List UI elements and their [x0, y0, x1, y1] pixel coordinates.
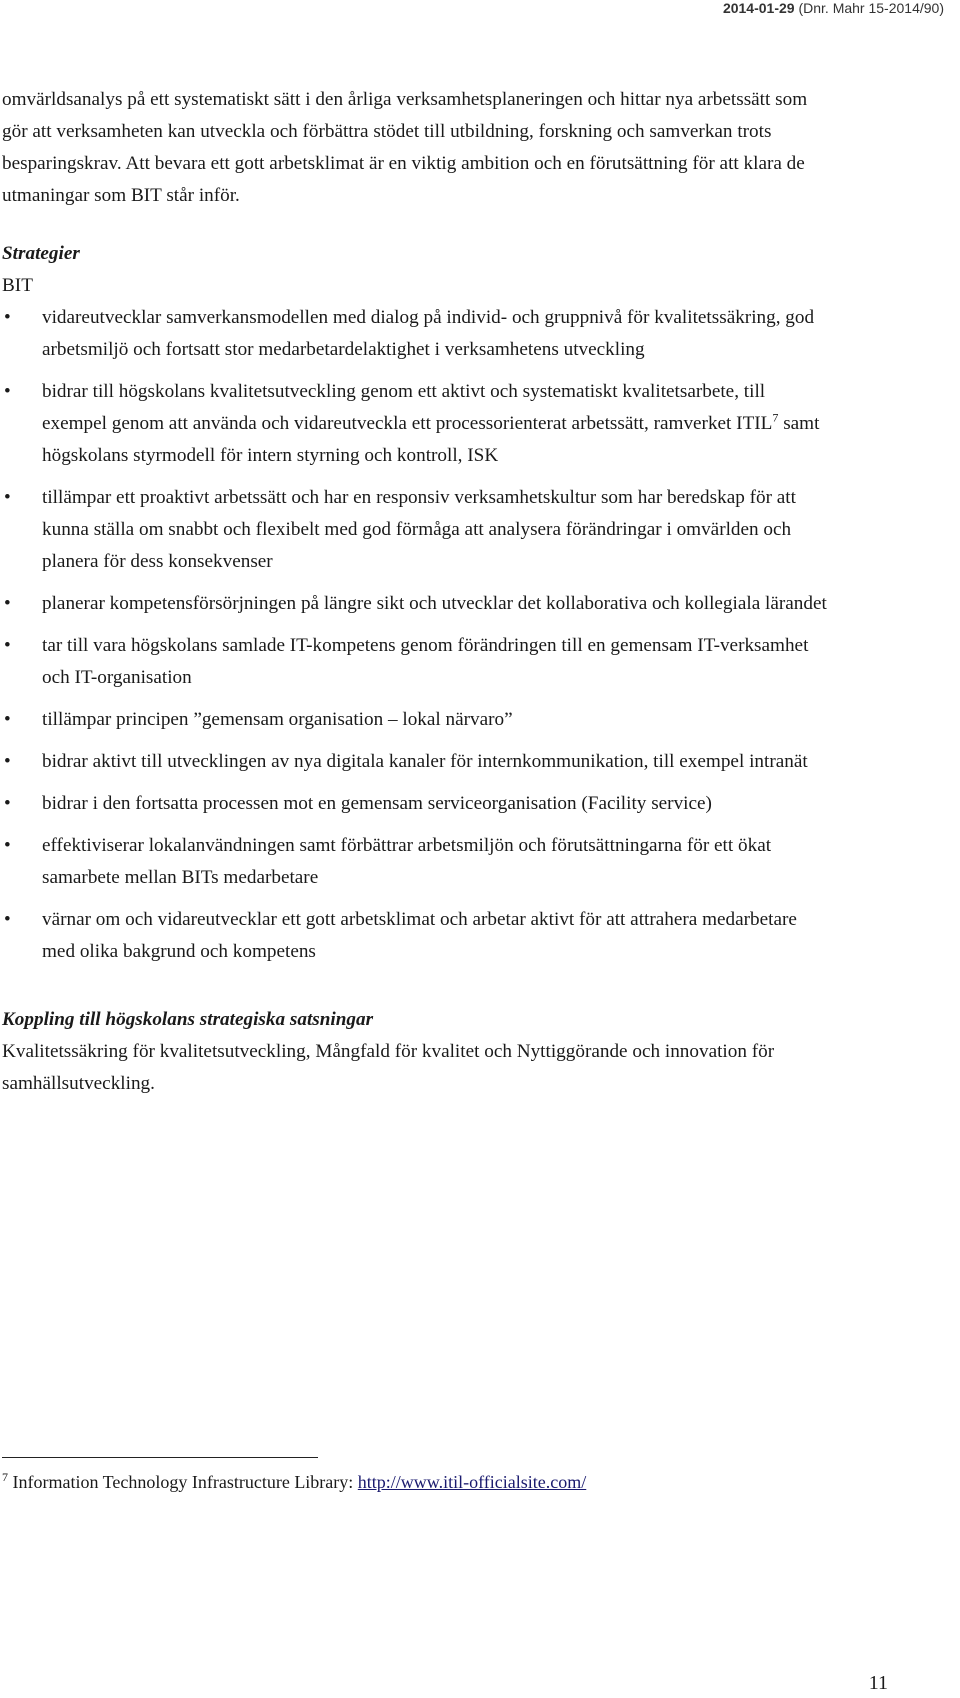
list-item-text: tillämpar ett proaktivt arbetssätt och har en responsiv verksamhetskultur som har beredskap för att kunna ställa om snabbt och flexibelt med god förmåga att analysera förändringar i omvärlden och planera för dess konsekvenser: [42, 487, 796, 572]
strategies-list: [2, 302, 832, 968]
list-item-text: bidrar till högskolans kvalitetsutveckling genom ett aktivt och systematiskt kvalitetsarbete, till exempel genom att använda och vidareutveckla ett processorienterat arbetssätt, ramverket ITIL: [42, 381, 773, 434]
list-item: [2, 482, 832, 578]
page-number: 11: [868, 1672, 888, 1694]
header-reference: (Dnr. Mahr 15-2014/90): [798, 0, 944, 16]
list-item: [2, 746, 832, 778]
strategies-subject: BIT: [2, 275, 33, 296]
list-item-text-continuation: samt högskolans styrmodell för intern styrning och kontroll, ISK: [42, 413, 820, 466]
strategic-link-heading: Koppling till högskolans strategiska satsningar: [2, 1009, 374, 1030]
bullet-icon: •: [4, 307, 11, 328]
list-item: [2, 588, 832, 620]
list-item-text: värnar om och vidareutvecklar ett gott arbetsklimat och arbetar aktivt för att attrahera medarbetare med olika bakgrund och kompetens: [42, 909, 797, 962]
list-item: [2, 376, 832, 472]
bullet-icon: •: [4, 635, 11, 656]
document-header: [723, 0, 944, 16]
bullet-icon: •: [4, 593, 11, 614]
footnote-link[interactable]: http://www.itil-officialsite.com/: [357, 1472, 587, 1492]
footnote-divider: [2, 1457, 318, 1458]
footnote-number: 7: [2, 1470, 8, 1484]
list-item: [2, 830, 832, 894]
bullet-icon: •: [4, 751, 11, 772]
footnote: [2, 1468, 586, 1496]
bullet-icon: •: [4, 835, 11, 856]
intro-paragraph: omvärldsanalys på ett systematiskt sätt i den årliga verksamhetsplaneringen och hittar nya arbetssätt som gör att verksamheten kan utveckla och förbättra stödet till utbildning, forskning och samverkan trots besparingskrav. Att bevara ett gott arbetsklimat är en viktig ambition och en förutsättning för att klara de utmaningar som BIT står inför.: [2, 89, 808, 206]
bullet-icon: •: [4, 793, 11, 814]
bullet-icon: •: [4, 487, 11, 508]
list-item-text: tillämpar principen ”gemensam organisation – lokal närvaro”: [42, 709, 513, 730]
list-item: [2, 788, 832, 820]
footnote-reference[interactable]: 7: [772, 410, 779, 425]
strategic-link-text: Kvalitetssäkring för kvalitetsutveckling, Mångfald för kvalitet och Nyttiggörande och innovation för samhällsutveckling.: [2, 1041, 775, 1094]
list-item-text: tar till vara högskolans samlade IT-kompetens genom förändringen till en gemensam IT-verksamhet och IT-organisation: [42, 635, 809, 688]
list-item: [2, 904, 832, 968]
bullet-icon: •: [4, 909, 11, 930]
strategies-heading: Strategier: [2, 243, 80, 264]
strategic-link-section: [2, 1004, 832, 1100]
list-item-text: vidareutvecklar samverkansmodellen med dialog på individ- och gruppnivå för kvalitetssäkring, god arbetsmiljö och fortsatt stor medarbetardelaktighet i verksamhetens utveckling: [42, 307, 815, 360]
bullet-icon: •: [4, 381, 11, 402]
list-item-text: planerar kompetensförsörjningen på längre sikt och utvecklar det kollaborativa och kollegiala lärandet: [42, 593, 827, 614]
list-item: [2, 704, 832, 736]
list-item-text: effektiviserar lokalanvändningen samt förbättrar arbetsmiljön och förutsättningarna för ett ökat samarbete mellan BITs medarbetare: [42, 835, 772, 888]
list-item-text: bidrar i den fortsatta processen mot en gemensam serviceorganisation (Facility service): [42, 793, 712, 814]
document-body: [2, 84, 832, 1100]
footnote-text: Information Technology Infrastructure Library:: [12, 1472, 354, 1492]
list-item: [2, 302, 832, 366]
header-date: 2014-01-29: [722, 0, 795, 16]
list-item: [2, 630, 832, 694]
bullet-icon: •: [4, 709, 11, 730]
list-item-text: bidrar aktivt till utvecklingen av nya digitala kanaler för internkommunikation, till exempel intranät: [42, 751, 808, 772]
